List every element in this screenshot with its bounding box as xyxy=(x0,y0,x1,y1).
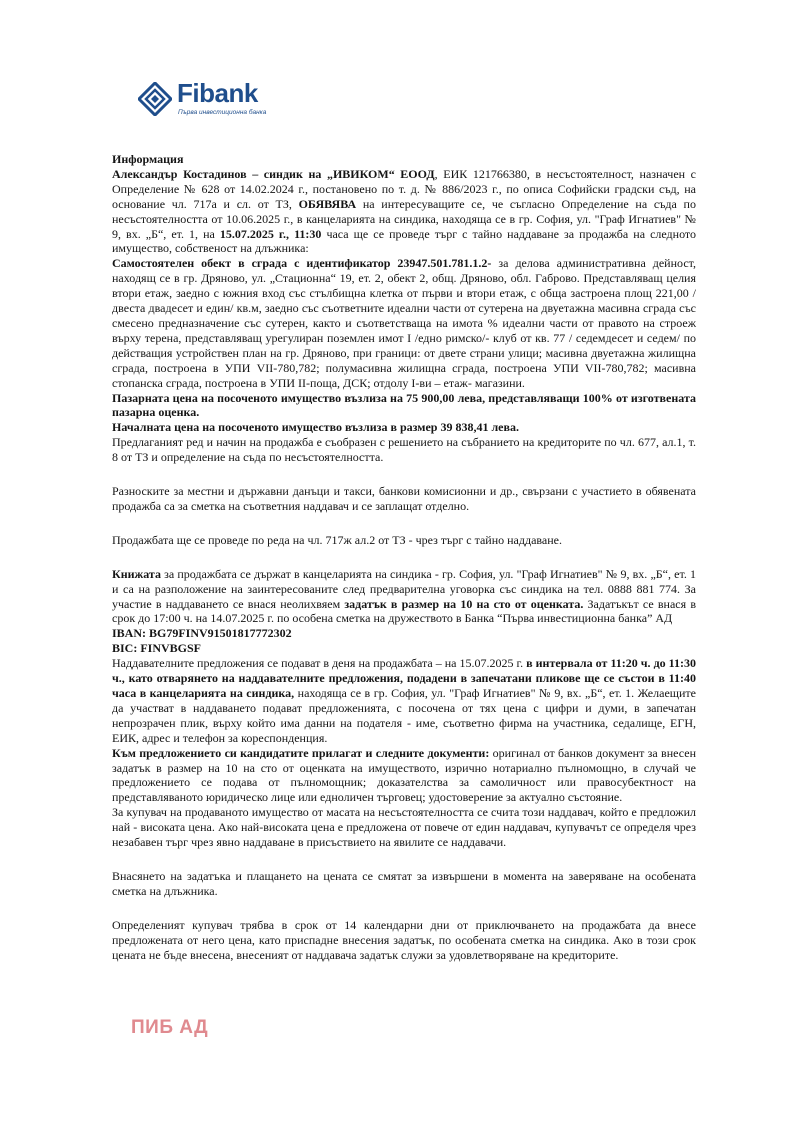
announces-keyword: ОБЯВЯВА xyxy=(298,196,357,211)
documents-keyword: Книжата xyxy=(112,566,161,581)
paragraph-announcement xyxy=(112,167,696,256)
property-identifier: Самостоятелен обект в сграда с идентификатор 23947.501.781.1.2- xyxy=(112,256,492,271)
paragraph-bid-submission xyxy=(112,656,696,745)
text: Наддавателните предложения се подават в деня на продажбата – на 15.07.2025 г. xyxy=(112,656,527,671)
text: оригинал от банков документ за внесен задатък в размер на 10 на сто от оценката на имуществото, изрично нотариално пълномощно, в случай че предложението се подава от пълномощник; доказателства за самоличност или правосубектност на представляваното юридическо лице или едноличен търговец; удостоверение за актуално състояние. xyxy=(112,745,696,805)
text: Задатъкът се внася в срок до 17:00 ч. на 14.07.2025 г. по особена сметка на дружеството в Банка “Първа инвестиционна банка” АД xyxy=(112,596,696,626)
text: часа ще се проведе търг с тайно наддаване за продажба на следното имущество, собственост на длъжника: xyxy=(112,226,697,256)
paragraph-documents-deposit xyxy=(112,567,696,627)
starting-price: Началната цена на посоченото имущество възлиза в размер 39 838,41 лева. xyxy=(112,420,519,435)
bic: BIC: FINVBGSF xyxy=(112,641,202,656)
fibank-diamond-icon xyxy=(138,82,172,116)
announcement-document xyxy=(112,152,696,963)
market-price: Пазарната цена на посоченото имущество възлиза на 75 900,00 лева, представляващи 100% от изготвената пазарна оценка. xyxy=(112,390,696,420)
fibank-logo xyxy=(138,80,288,124)
paragraph-buyer-determination: За купувач на продаваното имущество от масата на несъстоятелността се счита този наддавач, който е предложил най - високата цена. Ако най-високата цена е предложена от повече от един наддавач, купувачът се определя чрез незабавен търг чрез явно наддаване в присъствието на явилите се наддавачи. xyxy=(112,805,696,850)
bid-interval: в интервала от 11:20 ч. до 11:30 ч., като отварянето на наддавателните предложения, подадени в запечатани пликове ще се състои в 11:40 часа в канцеларията на синдика, xyxy=(112,656,697,700)
paragraph-buyer-deadline: Определеният купувач трябва в срок от 14 календарни дни от приключването на продажбата да внесе предложената от него цена, като приспадне внесения задатък, по особената сметка на синдика. Ако в този срок цената не бъде внесена, внесеният от наддавача задатък служи за удовлетворяване на кредиторите. xyxy=(112,917,696,962)
text: за делова административна дейност, находящ се в гр. Дряново, ул. „Стационна“ 19, ет. 2, обект 2, общ. Дряново, обл. Габрово. Представляващ целия втори етаж, заедно с южния вход със стълбищна клетка от първи и втори етаж, с обща застроена площ 221,00 / двеста двадесет и един/ кв.м, заедно със съответните идеални части от сутерена на двуетажна масивна сграда със смесено предназначение със сутерен, както и съответстваща на имота % идеални части от правото на строеж върху терена, представляващ урегулиран поземлен имот I /едно римско/- клуб от кв. 77 / седемдесет и седем/ по действащия устройствен план на гр. Дряново, при граници: от двете страни улици; масивна двуетажна жилищна сграда, построена в УПИ VII-780,782; полумасивна жилищна сграда, построена УПИ VII-780,782; масивна стопанска сграда, построена в УПИ II-поща, ДСК; отдолу I-ви – етаж- магазини. xyxy=(112,256,696,390)
deposit-amount: задатък в размер на 10 на сто от оценката. xyxy=(344,596,584,611)
iban: IBAN: BG79FINV91501817772302 xyxy=(112,626,292,641)
text: за продажбата се държат в канцеларията на синдика - гр. София, ул. "Граф Игнатиев" № 9, вх. „Б“, ет. 1 и са на разположение на заинтересованите след предварителна уговорка със синдика на тел. 0888 881 774. За участие в наддаването се внася неолихвяем xyxy=(112,566,696,611)
trustee-name: Александър Костадинов – синдик на „ИВИКОМ“ ЕООД xyxy=(112,166,435,181)
paragraph-payment-timing: Внасянето на задатъка и плащането на цената се смятат за извършени в момента на заверяване на особената сметка на длъжника. xyxy=(112,868,696,898)
paragraph-sale-method: Продажбата ще се проведе по реда на чл. 717ж ал.2 от ТЗ - чрез търг с тайно наддаване. xyxy=(112,532,563,547)
paragraph-sale-procedure: Предлаганият ред и начин на продажба е съобразен с решението на събранието на кредиторите по чл. 677, ал.1, т. 8 от ТЗ и определение на съда по несъстоятелността. xyxy=(112,435,696,465)
text: , ЕИК 121766380, в несъстоятелност, назначен с Определение № 628 от 14.02.2024 г., постановено по т. д. № 886/2023 г., по описа Софийски градски съд, на основание чл. 717а и сл. от ТЗ, xyxy=(112,166,696,211)
auction-datetime: 15.07.2025 г., 11:30 xyxy=(219,226,322,241)
text: находяща се в гр. София, ул. "Граф Игнатиев" № 9, вх. „Б“, ет. 1. Желаещите да участват в наддаването подават предложенията, с посочена от тях цена с цифри и думи, в запечатан непрозрачен плик, върху който има данни на подателя - име, съответно фирма на участника, седалище, ЕГН, ЕИК, адрес и телефон за кореспонденция. xyxy=(112,686,696,745)
document-heading: Информация xyxy=(112,152,184,166)
logo-tagline: Първа инвестиционна банка xyxy=(178,109,267,116)
paragraph-property-description xyxy=(112,256,696,390)
logo-brand-name: Fibank xyxy=(177,78,258,108)
text: на интересуващите се, че съгласно Определение на съда по несъстоятелността от 10.06.2025 г., в канцеларията на синдика, находяща се в гр. София, ул. "Граф Игнатиев" № 9, вх. „Б“, ет. 1, на xyxy=(112,196,696,241)
bank-stamp: ПИБ АД xyxy=(131,1017,209,1038)
paragraph-required-documents xyxy=(112,746,696,806)
required-documents-heading: Към предложението си кандидатите прилагат и следните документи: xyxy=(112,745,490,760)
paragraph-expenses: Разноските за местни и държавни данъци и такси, банкови комисионни и др., свързани с участието в обявената продажба са за сметка на съответния наддавач и се заплащат отделно. xyxy=(112,484,696,513)
